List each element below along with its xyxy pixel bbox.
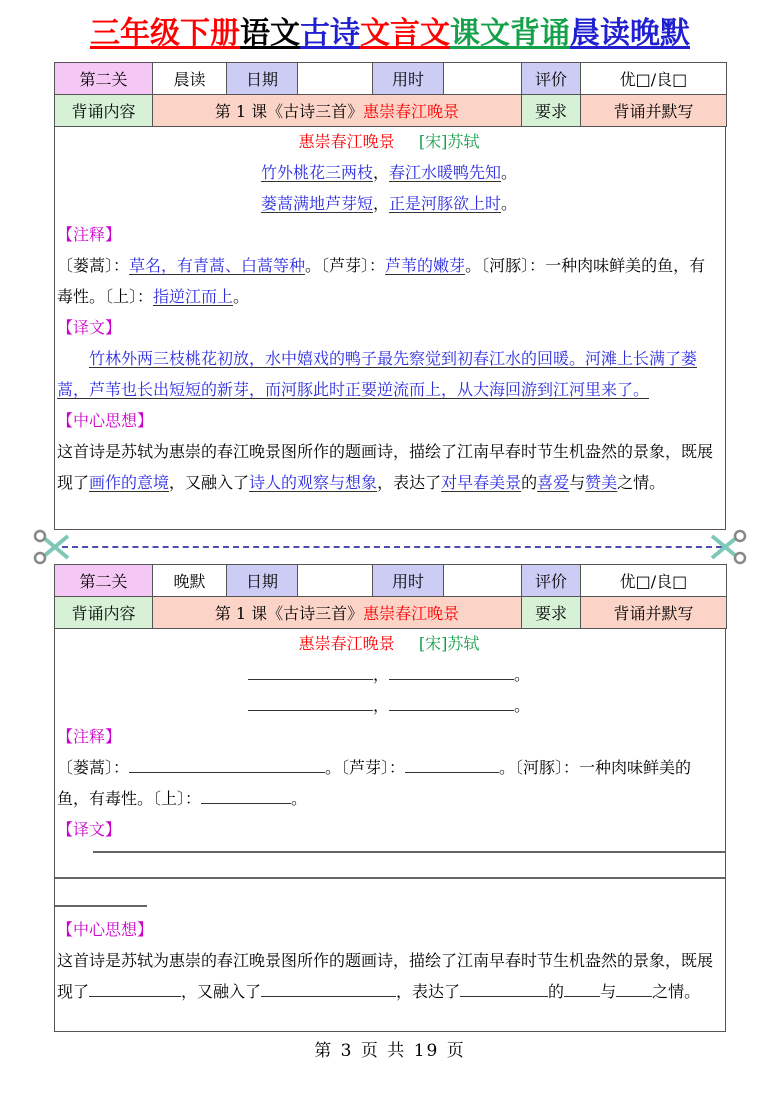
- poem-heading: [57, 628, 721, 659]
- note-end: 。: [233, 287, 250, 306]
- note-term: 。〔芦芽〕：: [305, 256, 386, 275]
- translation-answer: 竹林外两三枝桃花初放，水中嬉戏的鸭子最先察觉到初春江水的回暖。河滩上长满了蒌蒿，芦苇也长出短短的新芽，而河豚此时正要逆流而上，从大海回游到江河里来了。: [57, 349, 698, 399]
- sheet-body: [55, 628, 725, 1007]
- cut-line: [62, 546, 722, 548]
- level-cell: 第二关: [55, 63, 153, 95]
- requirement-value: 背诵并默写: [581, 95, 727, 127]
- translation-text: [57, 343, 721, 405]
- title-part-recite: 课文背诵: [450, 16, 570, 51]
- blank-field[interactable]: [129, 754, 325, 773]
- theme-answer-1: 画作的意境: [89, 473, 170, 492]
- title-part-grade: 三年级下册: [90, 16, 240, 51]
- blank-field[interactable]: [389, 692, 514, 711]
- notes-text: [57, 250, 721, 312]
- period: 。: [514, 696, 531, 715]
- note-answer-3: 指逆江而上: [153, 287, 234, 306]
- theme-answer-3: 对早春美景: [441, 473, 522, 492]
- title-part-subject: 语文: [240, 16, 300, 51]
- theme-segment: 这首诗是苏轼为惠崇的春江晚景图所作的题画诗，描绘了江南早春时节生机盎然的景象，既展现了: [57, 442, 714, 492]
- requirement-value: 背诵并默写: [581, 597, 727, 629]
- date-field[interactable]: [298, 63, 373, 95]
- rating-label: 评价: [522, 63, 581, 95]
- title-part-morning-evening: 晨读晚默: [570, 16, 690, 51]
- poem-line-2: [57, 188, 721, 219]
- blank-field[interactable]: [564, 978, 600, 997]
- poem-line-2a: 蒌蒿满地芦芽短: [260, 194, 373, 213]
- note-term: 〔蒌蒿〕：: [57, 256, 130, 275]
- scissors-icon: [708, 528, 748, 566]
- requirement-label: 要求: [522, 597, 581, 629]
- date-label: 日期: [227, 565, 298, 597]
- theme-segment: 与: [600, 982, 617, 1001]
- blank-field[interactable]: [460, 978, 548, 997]
- poem-heading: [57, 126, 721, 157]
- theme-answer-5: 赞美: [585, 473, 618, 492]
- blank-field[interactable]: [248, 692, 373, 711]
- time-label: 用时: [373, 63, 444, 95]
- evening-dictation-sheet: [54, 564, 726, 1032]
- translation-heading: 【译文】: [57, 318, 122, 337]
- level-cell: 第二关: [55, 565, 153, 597]
- content-label: 背诵内容: [55, 597, 153, 629]
- notes-heading: 【注释】: [57, 727, 122, 746]
- comma: ，: [372, 163, 389, 182]
- time-label: 用时: [373, 565, 444, 597]
- date-field[interactable]: [298, 565, 373, 597]
- blank-field[interactable]: [405, 754, 499, 773]
- poem-line-1a: 竹外桃花三两枝: [260, 163, 373, 182]
- rating-checkboxes[interactable]: 优□/良□: [581, 63, 727, 95]
- writing-line: [55, 905, 147, 907]
- poem-line-1b: 春江水暖鸭先知: [389, 163, 502, 182]
- theme-segment: 与: [569, 473, 586, 492]
- sheet-body: [55, 126, 725, 498]
- rating-label: 评价: [522, 565, 581, 597]
- theme-segment: 之情。: [617, 473, 666, 492]
- blank-field[interactable]: [201, 785, 291, 804]
- morning-reading-sheet: [54, 62, 726, 530]
- lesson-cell: [153, 95, 522, 127]
- comma: ，: [372, 696, 389, 715]
- sheet-header-table: [54, 564, 727, 629]
- blank-field[interactable]: [248, 661, 373, 680]
- note-term: 〔蒌蒿〕：: [57, 758, 130, 777]
- time-field[interactable]: [444, 63, 522, 95]
- translation-blank-area[interactable]: [57, 845, 721, 938]
- blank-field[interactable]: [616, 978, 652, 997]
- translation-heading: 【译文】: [57, 820, 122, 839]
- theme-heading: 【中心思想】: [57, 920, 154, 939]
- poem-line-2-blanks: [57, 690, 721, 721]
- poem-line-2b: 正是河豚欲上时: [389, 194, 502, 213]
- period: 。: [514, 665, 531, 684]
- title-part-classical: 文言文: [360, 16, 450, 51]
- page-number: 第 3 页 共 19 页: [314, 1041, 466, 1061]
- poem-title: 惠崇春江晚景: [298, 132, 395, 151]
- theme-answer-4: 喜爱: [537, 473, 570, 492]
- theme-segment: ，表达了: [377, 473, 442, 492]
- period: 。: [501, 163, 518, 182]
- poem-line-1-blanks: [57, 659, 721, 690]
- note-term: 。〔河豚〕：一种肉味鲜美的鱼，有毒性。〔上〕：: [57, 758, 692, 808]
- lesson-prefix: 第 1 课《古诗三首》: [214, 102, 364, 121]
- note-end: 。: [291, 789, 308, 808]
- page-title: [0, 14, 780, 54]
- sheet-header-table: [54, 62, 727, 127]
- theme-answer-2: 诗人的观察与想象: [249, 473, 378, 492]
- theme-segment: 之情。: [652, 982, 701, 1001]
- poem-author: [宋]苏轼: [418, 634, 480, 653]
- lesson-cell: [153, 597, 522, 629]
- theme-text: [57, 436, 721, 498]
- lesson-title: 惠崇春江晚景: [363, 604, 460, 623]
- notes-text: [57, 752, 721, 814]
- rating-checkboxes[interactable]: 优□/良□: [581, 565, 727, 597]
- note-answer-2: 芦苇的嫩芽: [385, 256, 466, 275]
- theme-segment: ，表达了: [396, 982, 461, 1001]
- theme-segment: 这首诗是苏轼为惠崇的春江晚景图所作的题画诗，描绘了江南早春时节生机盎然的景象，既展现了: [57, 951, 714, 1001]
- note-term: 。〔河豚〕：一种肉味鲜美的鱼，有毒性。〔上〕：: [57, 256, 706, 306]
- poem-title: 惠崇春江晚景: [298, 634, 395, 653]
- lesson-title: 惠崇春江晚景: [363, 102, 460, 121]
- poem-author: [宋]苏轼: [418, 132, 480, 151]
- requirement-label: 要求: [522, 95, 581, 127]
- theme-segment: ，又融入了: [169, 473, 250, 492]
- blank-field[interactable]: [89, 978, 181, 997]
- blank-field[interactable]: [389, 661, 514, 680]
- theme-heading: 【中心思想】: [57, 411, 154, 430]
- writing-line: [55, 877, 725, 879]
- date-label: 日期: [227, 63, 298, 95]
- content-label: 背诵内容: [55, 95, 153, 127]
- writing-line: [93, 851, 725, 853]
- mode-cell: 晚默: [153, 565, 227, 597]
- lesson-prefix: 第 1 课《古诗三首》: [214, 604, 364, 623]
- period: 。: [501, 194, 518, 213]
- comma: ，: [372, 665, 389, 684]
- theme-segment: 的: [521, 473, 538, 492]
- mode-cell: 晨读: [153, 63, 227, 95]
- time-field[interactable]: [444, 565, 522, 597]
- note-answer-1: 草名，有青蒿、白蒿等种: [129, 256, 306, 275]
- scissors-icon: [32, 528, 72, 566]
- notes-heading: 【注释】: [57, 225, 122, 244]
- blank-field[interactable]: [261, 978, 396, 997]
- theme-segment: ，又融入了: [181, 982, 262, 1001]
- poem-line-1: [57, 157, 721, 188]
- theme-text: [57, 945, 721, 1007]
- note-term: 。〔芦芽〕：: [325, 758, 406, 777]
- theme-segment: 的: [548, 982, 565, 1001]
- comma: ，: [372, 194, 389, 213]
- title-part-poems: 古诗: [300, 16, 360, 51]
